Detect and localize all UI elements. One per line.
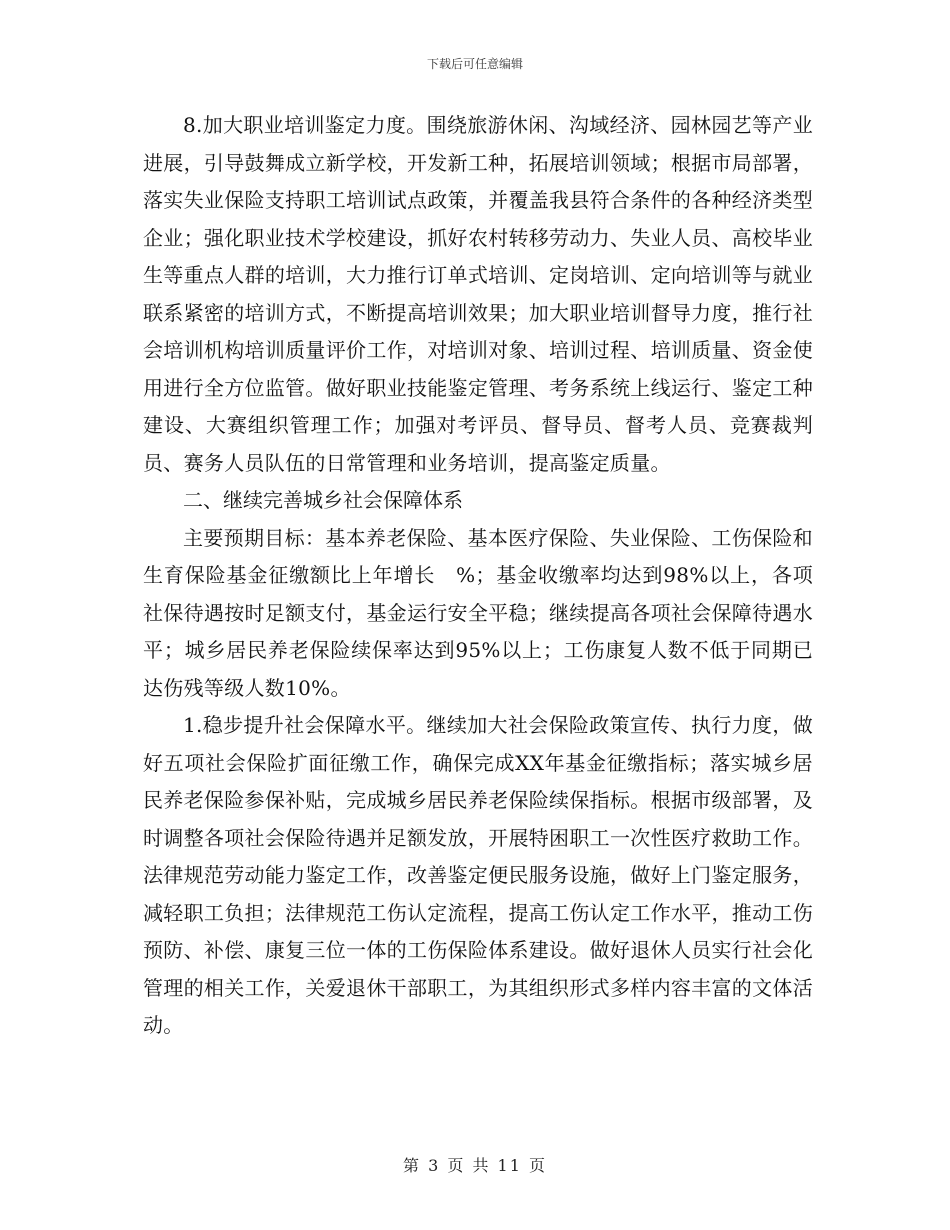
header-note: 下载后可任意编辑 xyxy=(426,57,523,71)
paragraph-main-targets: 主要预期目标：基本养老保险、基本医疗保险、失业保险、工伤保险和生育保险基金征缴额比上年增长 %；基金收缴率均达到98%以上，各项社保待遇按时足额支付，基金运行安全平稳；继续提高各项社会保障待遇水平；城乡居民养老保险续保率达到95%以上；工伤康复人数不低于同期已达伤残等级人数10%。 xyxy=(143,525,813,700)
paragraph-vocational-training: 8.加大职业培训鉴定力度。围绕旅游休闲、沟域经济、园林园艺等产业进展，引导鼓舞成立新学校，开发新工种，拓展培训领域；根据市局部署，落实失业保险支持职工培训试点政策，并覆盖我县符合条件的各种经济类型企业；强化职业技术学校建设，抓好农村转移劳动力、失业人员、高校毕业生等重点人群的培训，大力推行订单式培训、定岗培训、定向培训等与就业联系紧密的培训方式，不断提高培训效果；加大职业培训督导力度，推行社会培训机构培训质量评价工作，对培训对象、培训过程、培训质量、资金使用进行全方位监管。做好职业技能鉴定管理、考务系统上线运行、鉴定工种建设、大赛组织管理工作；加强对考评员、督导员、督考人员、竞赛裁判员、赛务人员队伍的日常管理和业务培训，提高鉴定质量。 xyxy=(143,113,813,475)
page-number: 第 3 页 共 11 页 xyxy=(403,1156,547,1175)
section-heading-social-security: 二、继续完善城乡社会保障体系 xyxy=(183,488,463,512)
paragraph-social-security-level: 1.稳步提升社会保障水平。继续加大社会保险政策宣传、执行力度，做好五项社会保险扩面征缴工作，确保完成XX年基金征缴指标；落实城乡居民养老保险参保补贴，完成城乡居民养老保险续保指标。根据市级部署，及时调整各项社会保险待遇并足额发放，开展特困职工一次性医疗救助工作。法律规范劳动能力鉴定工作，改善鉴定便民服务设施，做好上门鉴定服务，减轻职工负担；法律规范工伤认定流程，提高工伤认定工作水平，推动工伤预防、补偿、康复三位一体的工伤保险体系建设。做好退休人员实行社会化管理的相关工作，关爱退休干部职工，为其组织形式多样内容丰富的文体活动。 xyxy=(143,713,813,1037)
document-body xyxy=(143,107,813,1045)
